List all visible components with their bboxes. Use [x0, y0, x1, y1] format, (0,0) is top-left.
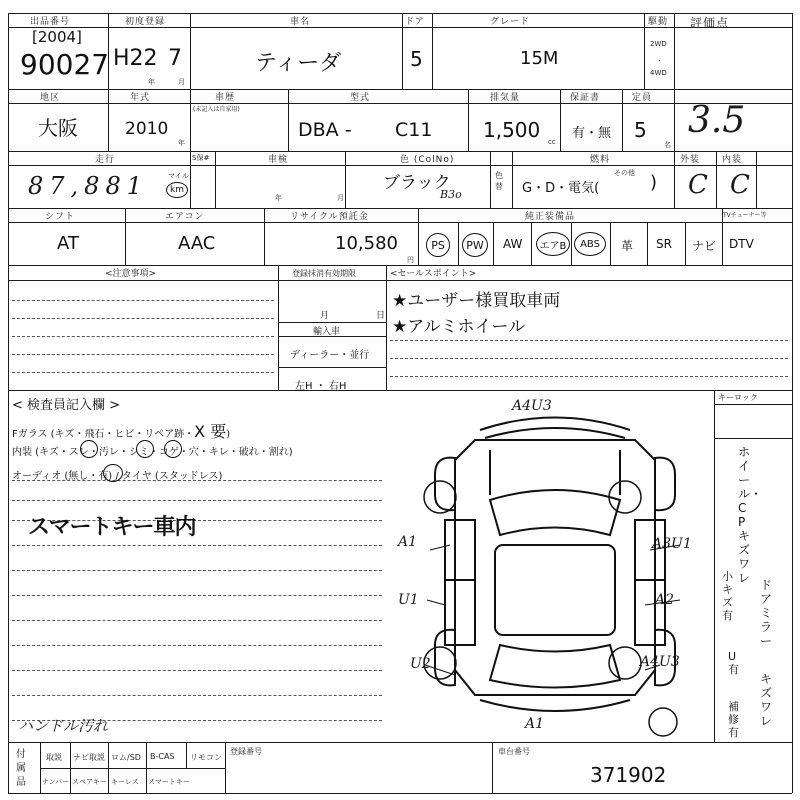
- inspection-year-unit: 年: [275, 194, 282, 202]
- exterior-header: 外装: [680, 155, 701, 165]
- door-mirror-note: ドアミラー: [760, 578, 773, 648]
- ac-header: エアコン: [165, 212, 205, 222]
- dealer-parallel: ディーラー・並行: [290, 350, 370, 361]
- first-reg-year-unit: 年: [148, 78, 155, 86]
- equipment-dtv: DTV: [729, 237, 754, 251]
- recycle-header: リサイクル預託金: [290, 212, 369, 222]
- doors-header: ドア: [405, 17, 425, 27]
- lot-number: 90027: [20, 48, 110, 81]
- ac-value: AAC: [178, 233, 216, 254]
- small-scratch-note: 小キズ有: [722, 570, 733, 622]
- color-change-label: 色替: [495, 171, 503, 191]
- equipment-airbag: エアB: [536, 232, 570, 256]
- region-header: 地区: [40, 93, 61, 103]
- model-code: C11: [395, 119, 433, 141]
- fuel-value: G・D・電気(: [522, 181, 600, 196]
- interior-value: C: [730, 170, 750, 200]
- equipment-pw: PW: [462, 233, 488, 257]
- reg-number-label: 登録番号: [230, 747, 262, 756]
- caution-label: <注意事項>: [105, 269, 157, 279]
- grade-header: グレード: [490, 17, 531, 27]
- fglass-needed: X 要: [194, 422, 227, 441]
- fuel-close: ): [650, 172, 658, 193]
- history-note: (未記入は自家用): [193, 106, 240, 113]
- capacity-unit: 名: [664, 141, 671, 149]
- drive-2wd: 2WD: [650, 40, 667, 48]
- sales-label: <セールスポイント>: [390, 269, 477, 279]
- exterior-value: C: [688, 170, 708, 200]
- first-reg-month: 7: [168, 46, 182, 71]
- handwritten-handle-note: ハンドル汚れ: [18, 717, 109, 735]
- attached-keyless: キーレス: [111, 778, 139, 786]
- s-header: S保#: [192, 154, 210, 162]
- mile-label: マイル: [168, 172, 189, 180]
- sales-point-1: ★ユーザー様買取車両: [392, 291, 561, 311]
- chassis-label: 車台番号: [498, 747, 530, 756]
- shift-header: シフト: [45, 212, 76, 222]
- model-prefix: DBA -: [298, 119, 352, 141]
- displacement-value: 1,500: [483, 118, 541, 142]
- equipment-ps: PS: [426, 233, 450, 257]
- shift-value: AT: [57, 233, 79, 254]
- reg-expiry-day: 日: [376, 311, 386, 321]
- fglass-close: ): [226, 429, 231, 440]
- score-header: 評価点: [690, 16, 730, 30]
- equipment-sr: SR: [656, 237, 672, 251]
- first-reg-header: 初度登録: [125, 17, 166, 27]
- region-value: 大阪: [38, 116, 78, 140]
- attached-rom-sd: ロム/SD: [111, 753, 141, 762]
- year-value: 2010: [125, 119, 169, 139]
- mark-rear: A1: [525, 716, 545, 732]
- attached-smart-key: スマートキー: [148, 778, 190, 786]
- wheel-note: ホイール・CPキズワレ: [738, 445, 763, 585]
- lot-year: [2004]: [32, 28, 82, 46]
- attached-remote: リモコン: [190, 753, 222, 762]
- inspection-month-unit: 月: [337, 194, 344, 202]
- color-code: B3o: [440, 188, 462, 201]
- handle-side: 左H ・ 右H: [295, 381, 347, 392]
- equipment-aw: AW: [503, 237, 523, 251]
- mark-left-rear: U2: [410, 656, 431, 672]
- car-name-header: 車名: [290, 17, 311, 27]
- reg-expiry-label: 登録抹消有効期限: [292, 269, 356, 278]
- score-value: 3.5: [688, 100, 746, 141]
- color-header: 色 (ColNo): [400, 155, 455, 165]
- yen-unit: 円: [407, 256, 414, 264]
- lot-header: 出品番号: [30, 17, 71, 27]
- year-header: 年式: [130, 93, 151, 103]
- attached-bcas: B-CAS: [150, 752, 175, 761]
- color-value: ブラック: [383, 173, 451, 193]
- first-reg-era: H22: [113, 46, 158, 71]
- displacement-header: 排気量: [490, 93, 521, 103]
- sales-point-2: ★アルミホイール: [392, 317, 526, 337]
- mileage-value: 87,881: [28, 172, 148, 200]
- inspection-header: 車検: [268, 155, 289, 165]
- mark-right-rear-door: A2: [655, 592, 675, 608]
- chassis-number: 371902: [590, 763, 667, 787]
- model-header: 型式: [350, 93, 371, 103]
- car-damage-diagram: [395, 400, 710, 740]
- attached-manual: 取説: [46, 753, 62, 762]
- interior-line: 内装 (キズ・スレ・汚レ・シミ・コゲ・穴・キレ・破れ・割れ): [12, 447, 293, 458]
- first-reg-month-unit: 月: [178, 78, 185, 86]
- equipment-header: 純正装備品: [525, 212, 576, 222]
- drive-dot: ・: [656, 57, 663, 65]
- cert-value: 有・無: [572, 126, 612, 141]
- import-label: 輸入車: [313, 327, 341, 337]
- mark-right-front: A3U1: [652, 536, 692, 552]
- cc-unit: cc: [548, 138, 556, 146]
- mileage-header: 走行: [95, 155, 116, 165]
- equipment-navi: ナビ: [692, 239, 717, 253]
- capacity-value: 5: [634, 118, 647, 142]
- handwritten-smart-key-note: スマートキー車内: [28, 515, 196, 540]
- key-lock-label: キーロック: [718, 393, 758, 402]
- fglass-line: [12, 419, 230, 442]
- year-unit: 年: [178, 139, 185, 147]
- fuel-other: その他: [614, 169, 635, 177]
- attached-number-plate: ナンバー: [42, 778, 70, 786]
- u-exists-note: U有: [728, 650, 739, 676]
- equipment-leather: 革: [621, 239, 634, 253]
- fglass-text: Fガラス (キズ・飛石・ヒビ・リペア跡・: [12, 429, 195, 440]
- drive-header: 駆動: [648, 17, 669, 27]
- mark-front: A4U3: [512, 398, 552, 414]
- mark-left-front: A1: [398, 534, 418, 550]
- doors-value: 5: [410, 47, 423, 71]
- attached-spare-key: スペアキー: [72, 778, 107, 786]
- interior-header: 内装: [722, 155, 743, 165]
- attached-label: 付属品: [16, 749, 26, 788]
- equipment-abs: ABS: [574, 232, 606, 256]
- audio-tire-line: オーディオ (無し・有) / タイヤ (スタッドレス): [12, 471, 223, 482]
- capacity-header: 定員: [632, 93, 653, 103]
- history-header: 車歴: [215, 93, 236, 103]
- recycle-value: 10,580: [335, 233, 398, 254]
- attached-navi-manual: ナビ取説: [73, 753, 105, 762]
- grade-value: 15M: [520, 48, 559, 69]
- inspector-label: < 検査員記入欄 >: [12, 398, 121, 413]
- repair-note: 補修有: [728, 700, 739, 739]
- drive-4wd: 4WD: [650, 69, 667, 77]
- car-name-value: ティーダ: [255, 51, 342, 76]
- mark-left-rear-door: U1: [398, 592, 419, 608]
- reg-expiry-month: 月: [320, 311, 330, 321]
- fuel-header: 燃料: [590, 155, 611, 165]
- cert-header: 保証書: [570, 93, 601, 103]
- km-circle: km: [166, 182, 188, 198]
- tv-tuner-header: TVチューナー等: [723, 212, 767, 219]
- mark-right-rear: A4U3: [640, 654, 680, 670]
- mirror-scratch-note: キズワレ: [760, 672, 773, 728]
